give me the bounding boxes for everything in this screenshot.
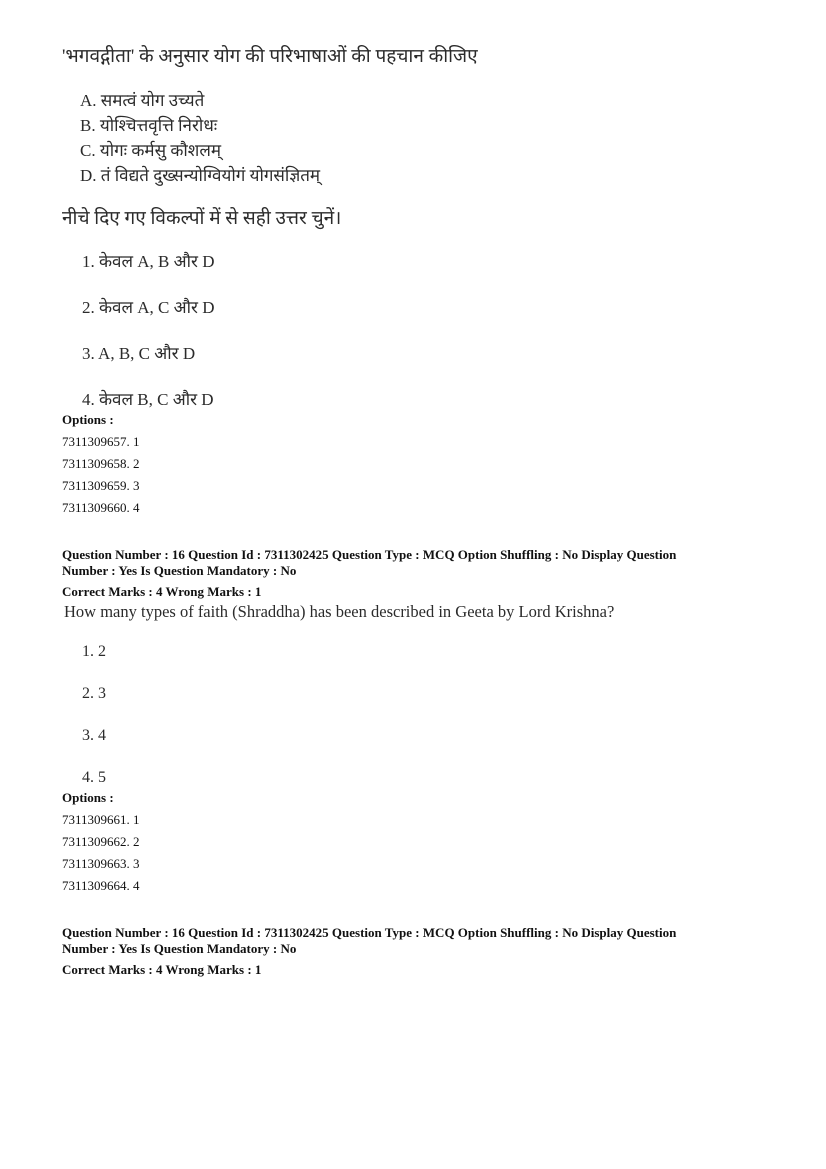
q15-choice-2: 2. केवल A, C और D: [82, 298, 215, 317]
q15-options-label: Options :: [62, 412, 114, 427]
q16-choice-3: 3. 4: [82, 727, 106, 744]
question-15-text: 'भगवद्गीता' के अनुसार योग की परिभाषाओं की पहचान कीजिए: [62, 46, 478, 67]
q16-meta-line-2: Number : Yes Is Question Mandatory : No: [62, 563, 297, 578]
q16-option-id-1: 7311309661. 1: [62, 812, 140, 827]
q16-choice-2: 2. 3: [82, 685, 106, 702]
q15-option-id-4: 7311309660. 4: [62, 500, 140, 515]
q15-choice-4: 4. केवल B, C और D: [82, 390, 214, 409]
next-question-marks: Correct Marks : 4 Wrong Marks : 1: [62, 962, 262, 977]
q16-choice-4: 4. 5: [82, 769, 106, 786]
question-16-text: How many types of faith (Shraddha) has been described in Geeta by Lord Krishna?: [64, 602, 615, 621]
statement-a: A. समत्वं योग उच्यते: [80, 91, 205, 110]
next-question-meta-line-2: Number : Yes Is Question Mandatory : No: [62, 941, 297, 956]
statement-b: B. योश्चित्तवृत्ति निरोधः: [80, 116, 218, 135]
q15-choice-3: 3. A, B, C और D: [82, 344, 196, 363]
statement-d: D. तं विद्यते दुख्सन्योग्वियोगं योगसंज्ञितम्: [80, 166, 321, 185]
statement-c: C. योगः कर्मसु कौशलम्: [80, 141, 222, 160]
q15-choice-1: 1. केवल A, B और D: [82, 252, 215, 271]
q15-option-id-2: 7311309658. 2: [62, 456, 140, 471]
next-question-meta-line-1: Question Number : 16 Question Id : 7311302425 Question Type : MCQ Option Shuffling : No Display Question: [62, 925, 677, 940]
q16-marks: Correct Marks : 4 Wrong Marks : 1: [62, 584, 262, 599]
q16-option-id-4: 7311309664. 4: [62, 878, 140, 893]
q16-option-id-3: 7311309663. 3: [62, 856, 140, 871]
question-15-instruction: नीचे दिए गए विकल्पों में से सही उत्तर चुनें।: [62, 208, 342, 229]
q15-option-id-3: 7311309659. 3: [62, 478, 140, 493]
q16-option-id-2: 7311309662. 2: [62, 834, 140, 849]
q16-choice-1: 1. 2: [82, 643, 106, 660]
q16-meta-line-1: Question Number : 16 Question Id : 7311302425 Question Type : MCQ Option Shuffling : No Display Question: [62, 547, 677, 562]
q15-option-id-1: 7311309657. 1: [62, 434, 140, 449]
q16-options-label: Options :: [62, 790, 114, 805]
